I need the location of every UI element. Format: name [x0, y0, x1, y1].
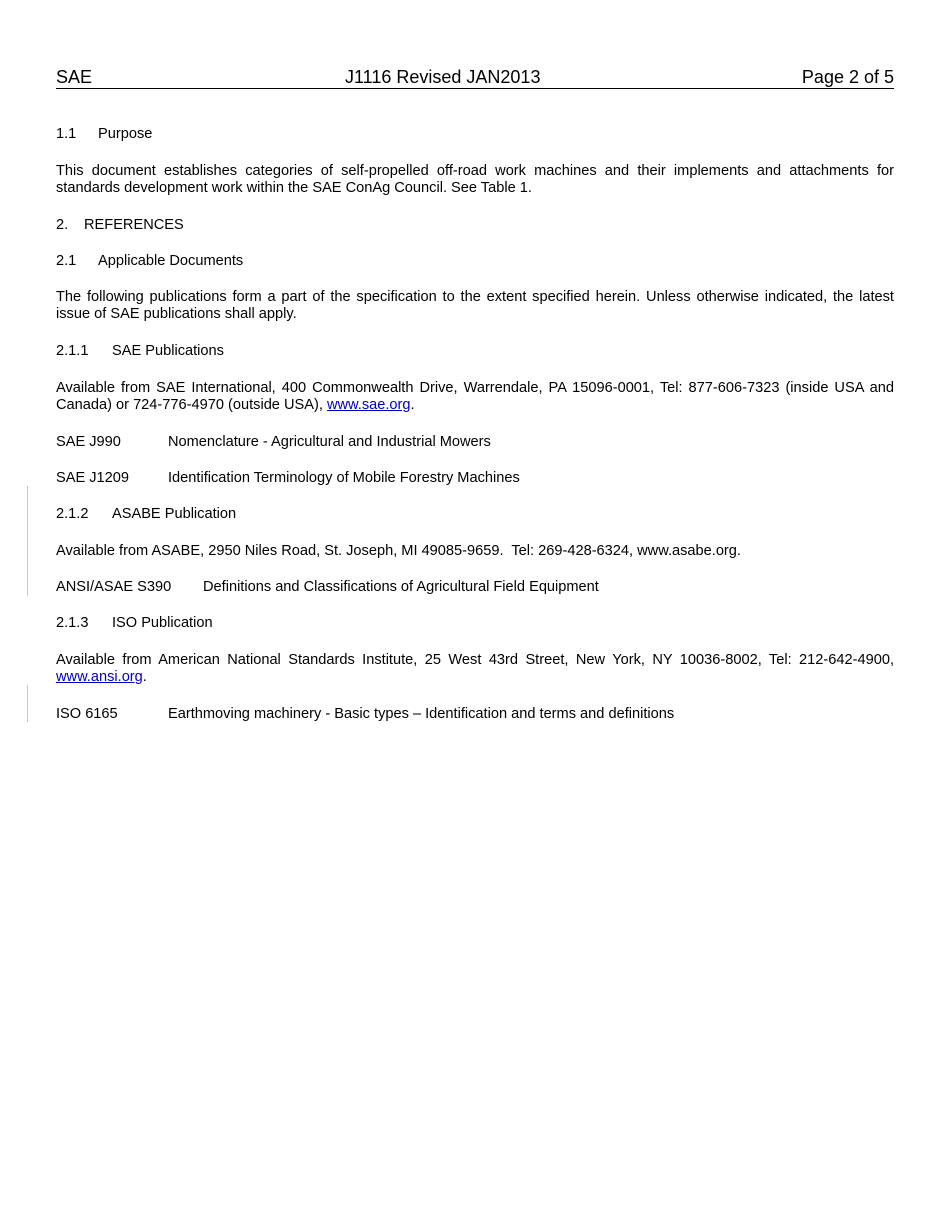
section-body: Available from ASABE, 2950 Niles Road, St. Joseph, MI 49085-9659. Tel: 269-428-6324, www.asabe.org. [56, 543, 741, 559]
section-title: SAE Publications [112, 343, 224, 359]
section-heading [56, 343, 894, 360]
section-number: 2.1 [56, 253, 77, 269]
section-number: 2.1.1 [56, 343, 89, 359]
sae-website-link[interactable]: www.sae.org [326, 397, 411, 413]
reference-title: Nomenclature - Agricultural and Industrial Mowers [168, 434, 491, 450]
section-body [56, 380, 894, 414]
revision-bar [27, 685, 28, 722]
reference-entry [56, 434, 894, 451]
revision-bar [27, 486, 28, 596]
section-number: 1.1 [56, 126, 77, 142]
reference-code: SAE J1209 [56, 470, 130, 486]
body-text: Available from SAE International, 400 Commonwealth Drive, Warrendale, PA 15096-0001, Tel: 877-606-7323 (inside USA and Canada) or 724-776-4970 (outside USA), [56, 380, 894, 413]
body-text: Available from American National Standards Institute, 25 West 43rd Street, New York, NY 10036-8002, Tel: 212-642-4900, [56, 652, 894, 668]
section-body [56, 652, 894, 686]
section-heading [56, 615, 894, 632]
ansi-website-link[interactable]: www.ansi.org [56, 669, 143, 685]
reference-title: Definitions and Classifications of Agricultural Field Equipment [203, 579, 599, 595]
body-text: . [142, 669, 147, 685]
section-number: 2.1.3 [56, 615, 89, 631]
section-heading [56, 506, 894, 523]
reference-title: Earthmoving machinery - Basic types – Identification and terms and definitions [168, 706, 675, 722]
section-title: ISO Publication [112, 615, 213, 631]
reference-code: SAE J990 [56, 434, 121, 450]
reference-code: ANSI/ASAE S390 [56, 579, 172, 595]
reference-code: ISO 6165 [56, 706, 118, 722]
section-number: 2.1.2 [56, 506, 89, 522]
header-doc-id: J1116 Revised JAN2013 [345, 67, 541, 87]
section-number: 2. [56, 217, 69, 233]
page-header [56, 67, 894, 89]
section-heading [56, 253, 894, 270]
section-title: REFERENCES [84, 217, 184, 233]
section-title: Purpose [98, 126, 153, 142]
section-body: This document establishes categories of self-propelled off-road work machines and their implements and attachments for standards development work within the SAE ConAg Council. See Table 1. [56, 163, 894, 196]
reference-entry [56, 470, 894, 487]
header-page-number: Page 2 of 5 [801, 67, 894, 87]
reference-entry [56, 579, 894, 596]
header-org: SAE [56, 67, 93, 87]
section-title: ASABE Publication [112, 506, 237, 522]
section-title: Applicable Documents [98, 253, 244, 269]
section-heading [56, 126, 894, 143]
section-body: The following publications form a part of the specification to the extent specified herein. Unless otherwise indicated, the latest issue of SAE publications shall apply. [56, 289, 894, 322]
reference-entry [56, 706, 894, 723]
body-text: . [410, 397, 415, 413]
reference-title: Identification Terminology of Mobile Forestry Machines [168, 470, 520, 486]
section-heading [56, 217, 894, 234]
